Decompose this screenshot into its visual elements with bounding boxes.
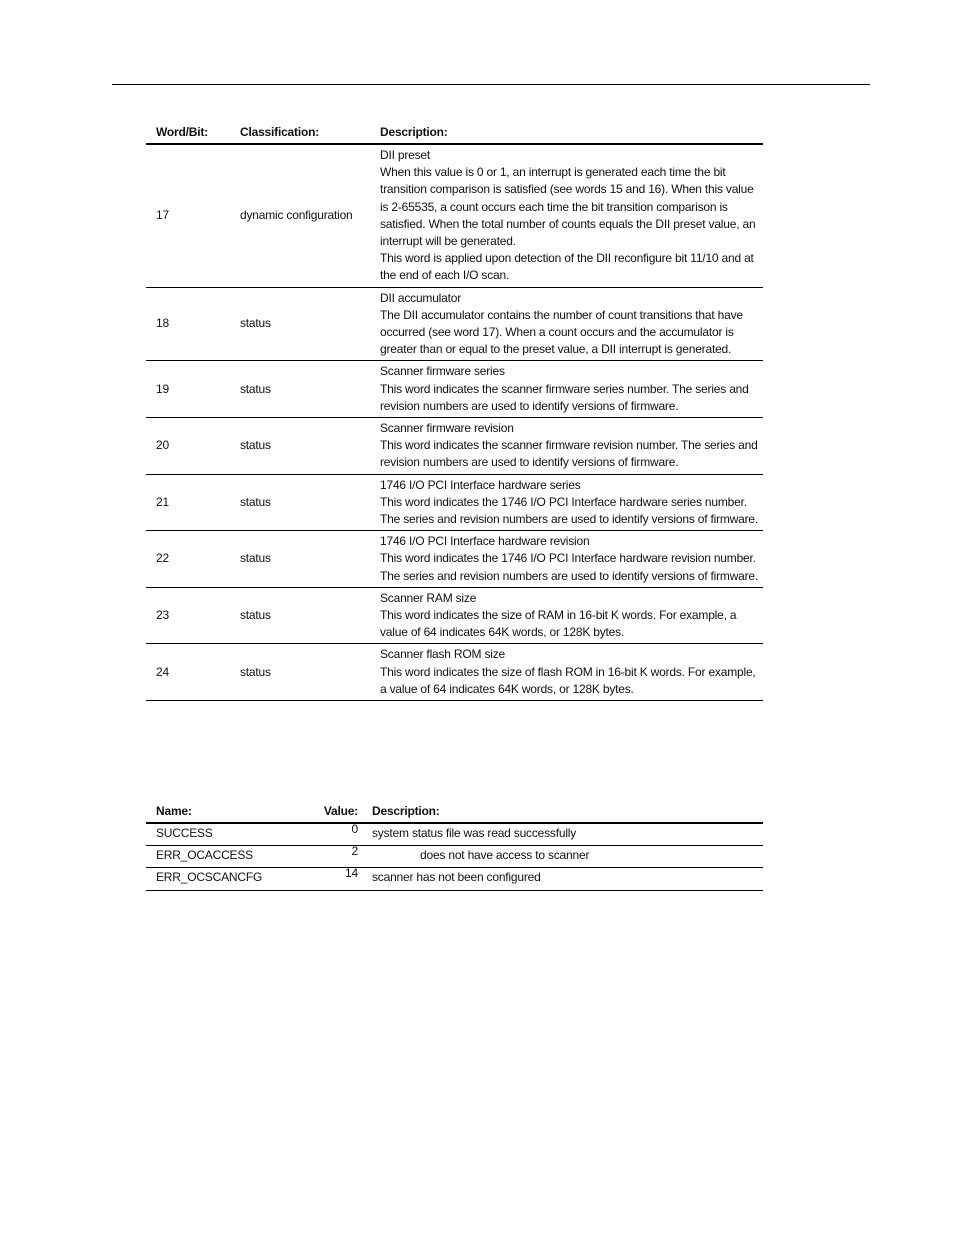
- description-cell: [370, 531, 763, 588]
- classification: dynamic configuration: [240, 208, 353, 223]
- description-title: 1746 I/O PCI Interface hardware revision: [380, 534, 590, 549]
- error-description: scanner has not been configured: [372, 870, 541, 885]
- word-number: 18: [156, 316, 169, 331]
- description-text: This word indicates the 1746 I/O PCI Interface hardware revision number. The series and revision numbers are used to identify versions of firmware.: [380, 551, 759, 583]
- header-description: Description:: [380, 125, 448, 139]
- description-title: DII accumulator: [380, 290, 462, 305]
- table-row: [146, 144, 763, 287]
- error-value: 2: [351, 844, 358, 859]
- classification: status: [240, 551, 271, 566]
- table-row: [146, 587, 763, 644]
- table-row: [146, 644, 763, 701]
- description-cell: [370, 361, 763, 418]
- word-number: 23: [156, 608, 169, 623]
- header-word-bit: Word/Bit:: [156, 125, 208, 139]
- error-description-cell: [362, 868, 763, 890]
- description-title: 1746 I/O PCI Interface hardware series: [380, 477, 581, 492]
- classification: status: [240, 664, 271, 679]
- header-classification: Classification:: [240, 125, 320, 139]
- table-row: [146, 418, 763, 475]
- header-name: Name:: [156, 804, 192, 818]
- classification: status: [240, 438, 271, 453]
- table-row: [146, 531, 763, 588]
- header-value: Value:: [323, 804, 358, 818]
- error-name: SUCCESS: [156, 826, 213, 840]
- classification: status: [240, 316, 271, 331]
- description-text: The DII accumulator contains the number of count transitions that have occurred (see word 17). When a count occurs and the accumulator is greater than or equal to the preset value, a DII interrupt is generated.: [380, 307, 743, 357]
- description-title: Scanner firmware series: [380, 364, 505, 379]
- description-cell: [370, 144, 763, 287]
- table-row: [146, 823, 763, 846]
- error-name: ERR_OCACCESS: [156, 848, 253, 863]
- error-name: ERR_OCSCANCFG: [156, 870, 263, 885]
- description-text: This word indicates the scanner firmware revision number. The series and revision numbers are used to identify versions of firmware.: [380, 438, 758, 470]
- table-row: [146, 846, 763, 868]
- word-number: 19: [156, 381, 169, 396]
- description-text: When this value is 0 or 1, an interrupt is generated each time the bit transition comparison is satisfied (see words 15 and 16). When this value is 2-65535, a count occurs each time the bit transition comparison is satisfied. When the total number of counts equals the DII preset value, an interrupt will be generated.: [380, 165, 756, 249]
- description-text: This word indicates the size of RAM in 16-bit K words. For example, a value of 64 indicates 64K words, or 128K bytes.: [380, 608, 737, 640]
- table-header-row: [146, 125, 763, 144]
- description-cell: [370, 587, 763, 644]
- description-cell: [370, 644, 763, 701]
- description-cell: [370, 474, 763, 531]
- description-title: Scanner RAM size: [380, 590, 477, 605]
- error-description: does not have access to scanner: [420, 848, 590, 863]
- error-value: 14: [345, 866, 358, 881]
- word-number: 20: [156, 438, 169, 453]
- classification: status: [240, 494, 271, 509]
- page-top-rule: [112, 84, 870, 85]
- description-title: Scanner firmware revision: [380, 421, 514, 436]
- table-row: [146, 868, 763, 890]
- description-text: This word indicates the 1746 I/O PCI Interface hardware series number. The series and revision numbers are used to identify versions of firmware.: [380, 494, 759, 527]
- classification: status: [240, 608, 271, 623]
- table-row: [146, 361, 763, 418]
- description-title: DII preset: [380, 148, 431, 162]
- error-value: 0: [351, 822, 358, 836]
- table-header-row: [146, 804, 763, 823]
- description-title: Scanner flash ROM size: [380, 647, 505, 662]
- table-row: [146, 287, 763, 361]
- error-description-cell: [362, 846, 763, 868]
- description-text: This word indicates the size of flash ROM in 16-bit K words. For example, a value of 64 indicates 64K words, or 128K bytes.: [380, 664, 756, 696]
- description-cell: [370, 418, 763, 475]
- table-row: [146, 474, 763, 531]
- description-text: This word is applied upon detection of the DII reconfigure bit 11/10 and at the end of each I/O scan.: [380, 251, 754, 283]
- word-number: 22: [156, 551, 169, 566]
- classification: status: [240, 381, 271, 396]
- word-number: 24: [156, 664, 169, 679]
- description-cell: [370, 287, 763, 361]
- status-words-table: [146, 125, 763, 701]
- error-codes-table: [146, 804, 763, 891]
- word-number: 17: [156, 208, 169, 223]
- error-description: system status file was read successfully: [372, 826, 577, 840]
- header-description: Description:: [372, 804, 440, 818]
- description-text: This word indicates the scanner firmware series number. The series and revision numbers are used to identify versions of firmware.: [380, 381, 749, 413]
- error-description-cell: [362, 823, 763, 846]
- word-number: 21: [156, 494, 169, 509]
